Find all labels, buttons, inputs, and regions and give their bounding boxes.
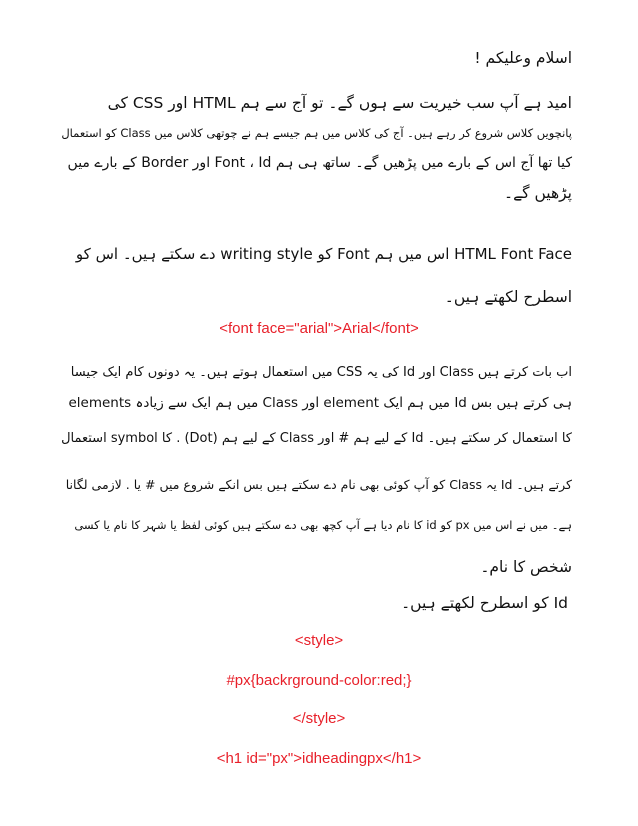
code-css-rule: #px{backrground-color:red;}	[226, 672, 412, 689]
intro-line-4: پڑھیں گے۔	[504, 184, 572, 202]
intro-line-3: کیا تھا آج اس کے بارے میں پڑھیں گے۔ ساتھ ہی ہم Font ، Id اور Border کے بارے میں	[67, 155, 572, 171]
greeting: اسلام وعلیکم !	[474, 49, 572, 67]
class-id-line-6: شخص کا نام۔	[480, 558, 572, 576]
code-style-close: </style>	[292, 710, 346, 727]
class-id-line-5: ہے۔ میں نے اس میں px کو id کا نام دیا ہے آپ کچھ بھی دے سکتے ہیں کوئی لفظ یا شہر کا نام یا کسی	[74, 518, 572, 532]
font-face-line-2: اسطرح لکھتے ہیں۔	[444, 288, 572, 306]
code-style-open: <style>	[294, 632, 344, 649]
class-id-line-3: کا استعمال کر سکتے ہیں۔ Id کے لیے ہم # اور Class کے لیے ہم (Dot) . کا symbol استعمال	[61, 431, 572, 446]
code-h1-example: <h1 id="px">idheadingpx</h1>	[216, 750, 422, 767]
id-write-line: Id کو اسطرح لکھتے ہیں۔	[401, 594, 568, 612]
class-id-line-2: ہی کرتے ہیں بس Id میں ہم ایک element اور Class میں ہم ایک سے زیادہ elements	[68, 395, 572, 411]
class-id-line-4: کرتے ہیں۔ Id یہ Class کو آپ کوئی بھی نام دے سکتے ہیں بس انکے شروع میں # یا . لازمی لگانا	[65, 477, 572, 492]
class-id-line-1: اب بات کرتے ہیں Class اور Id کی یہ CSS میں استعمال ہوتے ہیں۔ یہ دونوں کام ایک جیسا	[70, 365, 572, 380]
code-font-example: <font face="arial">Arial</font>	[219, 320, 419, 337]
intro-line-1: امید ہے آپ سب خیریت سے ہوں گے۔ تو آج سے ہم HTML اور CSS کی	[107, 94, 572, 112]
font-face-line-1: HTML Font Face اس میں ہم Font کو writing style دے سکتے ہیں۔ اس کو	[75, 245, 572, 263]
intro-line-2: پانچویں کلاس شروع کر رہے ہیں۔ آج کی کلاس میں ہم جیسے ہم نے چوتھی کلاس میں Class کو استعمال	[61, 126, 572, 140]
